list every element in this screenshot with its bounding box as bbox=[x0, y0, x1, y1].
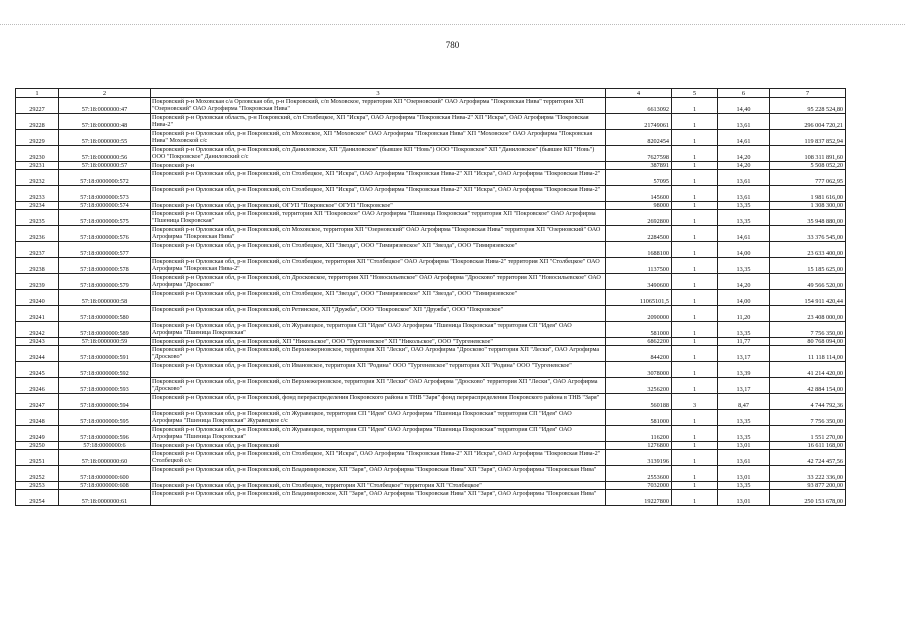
rate-value: 14,20 bbox=[718, 274, 770, 290]
header-row bbox=[16, 89, 846, 98]
cadastral-value: 4 744 792,36 bbox=[770, 394, 846, 410]
rate-value: 13,61 bbox=[718, 114, 770, 130]
table-row bbox=[16, 322, 846, 338]
location-description: Покровский р-н Орловская обл, р-н Покровский, с/п Журавецкое, территория СП "Идея" ОАО Агрофирма "Пшеница Покровская" территория СП "Идея" ОАО Агрофирма "Пшеница Покровская" bbox=[151, 426, 606, 442]
rate-value: 14,61 bbox=[718, 226, 770, 242]
cadastral-number: 57:18:0000000:57 bbox=[59, 162, 151, 170]
rate-value: 13,35 bbox=[718, 202, 770, 210]
rate-value: 11,20 bbox=[718, 306, 770, 322]
rate-value: 14,00 bbox=[718, 242, 770, 258]
cadastral-number: 57:18:0000000:58 bbox=[59, 290, 151, 306]
share-value: 1 bbox=[672, 346, 718, 362]
cadastral-number: 57:18:0000000:60 bbox=[59, 450, 151, 466]
area-value: 1688100 bbox=[606, 242, 672, 258]
area-value: 581000 bbox=[606, 410, 672, 426]
cadastral-value: 11 118 114,00 bbox=[770, 346, 846, 362]
cadastral-number: 57:18:0000000:578 bbox=[59, 258, 151, 274]
table-row bbox=[16, 130, 846, 146]
share-value: 1 bbox=[672, 450, 718, 466]
location-description: Покровский р-н Орловская обл, р-н Покровский, ОГУП "Покровское" ОГУП "Покровское" bbox=[151, 202, 606, 210]
location-description: Покровский р-н Орловская обл, р-н Покровский, с/п Столбецкое, территория ХП "Столбецкое" ОАО Агрофирма "Покровская Нива-2" территория ХП "Столбецкое" ОАО Агрофирма "Покровская Нива-2" bbox=[151, 258, 606, 274]
row-number: 29249 bbox=[16, 426, 59, 442]
location-description: Покровский р-н Орловская обл, р-н Покровский, с/п Столбецкое, ХП "Искра", ОАО Агрофирма "Покровская Нива-2" ХП "Искра", ОАО Агрофирма "Покровская Нива-2" bbox=[151, 186, 606, 202]
rate-value: 13,61 bbox=[718, 450, 770, 466]
col-header-7: 7 bbox=[770, 89, 846, 98]
cadastral-number: 57:18:0000000:592 bbox=[59, 362, 151, 378]
location-description: Покровский р-н Орловская обл, р-н Покровский, с/п Столбецкое, территория ХП "Столбецкое" территория ХП "Столбецкое" bbox=[151, 482, 606, 490]
area-value: 7032000 bbox=[606, 482, 672, 490]
rate-value: 13,61 bbox=[718, 186, 770, 202]
cadastral-value: 33 376 545,00 bbox=[770, 226, 846, 242]
row-number: 29240 bbox=[16, 290, 59, 306]
location-description: Покровский р-н Орловская обл, р-н Покровский, с/п Столбецкое, ХП "Искра", ОАО Агрофирма "Покровская Нива-2" ХП "Искра", ОАО Агрофирма "Покровская Нива-2" Столбецкой с/с bbox=[151, 450, 606, 466]
area-value: 116200 bbox=[606, 426, 672, 442]
table-row bbox=[16, 290, 846, 306]
cadastral-value: 35 948 880,00 bbox=[770, 210, 846, 226]
cadastral-number: 57:18:0000000:577 bbox=[59, 242, 151, 258]
area-value: 57095 bbox=[606, 170, 672, 186]
rate-value: 14,61 bbox=[718, 130, 770, 146]
area-value: 11065101,5 bbox=[606, 290, 672, 306]
location-description: Покровский р-н Орловская обл, р-н Покровский, с/п Столбецкое, ХП "Искра", ОАО Агрофирма "Покровская Нива-2" ХП "Искра", ОАО Агрофирма "Покровская Нива-2" bbox=[151, 170, 606, 186]
table-row bbox=[16, 258, 846, 274]
share-value: 1 bbox=[672, 322, 718, 338]
rate-value: 13,01 bbox=[718, 466, 770, 482]
location-description: Покровский р-н Орловская обл, р-н Покровский, с/п Ивановское, территория ХП "Родина" ООО "Тургеневское" территория ХП "Родина" ООО "Тургеневское" bbox=[151, 362, 606, 378]
row-number: 29235 bbox=[16, 210, 59, 226]
cadastral-value: 777 062,95 bbox=[770, 170, 846, 186]
table-row bbox=[16, 146, 846, 162]
area-value: 1276800 bbox=[606, 442, 672, 450]
table-row bbox=[16, 114, 846, 130]
col-header-2: 2 bbox=[59, 89, 151, 98]
cadastral-number: 57:18:0000000:56 bbox=[59, 146, 151, 162]
cadastral-value: 108 311 891,60 bbox=[770, 146, 846, 162]
cadastral-number: 57:18:0000000:608 bbox=[59, 482, 151, 490]
rate-value: 8,47 bbox=[718, 394, 770, 410]
rate-value: 14,20 bbox=[718, 146, 770, 162]
location-description: Покровский р-н Орловская обл, р-н Покровский, с/п Верхнежерновское, территория ХП "Лески" ОАО Агрофирма "Дросково" территория ХП "Лески", ОАО Агрофирма "Дросково" bbox=[151, 378, 606, 394]
share-value: 1 bbox=[672, 202, 718, 210]
cadastral-number: 57:18:0000000:55 bbox=[59, 130, 151, 146]
row-number: 29242 bbox=[16, 322, 59, 338]
share-value: 1 bbox=[672, 242, 718, 258]
table-row bbox=[16, 482, 846, 490]
share-value: 1 bbox=[672, 442, 718, 450]
share-value: 1 bbox=[672, 306, 718, 322]
location-description: Покровский р-н Орловская обл, р-н Покровский, с/п Моховское, территория ХП "Озерновский" ОАО Агрофирма "Покровская Нива" территория ХП "Озерновский" ОАО Агрофирма "Покровская Нива" bbox=[151, 226, 606, 242]
location-description: Покровский р-н bbox=[151, 162, 606, 170]
row-number: 29254 bbox=[16, 490, 59, 506]
cadastral-value: 49 566 520,00 bbox=[770, 274, 846, 290]
col-header-5: 5 bbox=[672, 89, 718, 98]
share-value: 1 bbox=[672, 274, 718, 290]
area-value: 98000 bbox=[606, 202, 672, 210]
rate-value: 13,35 bbox=[718, 258, 770, 274]
share-value: 1 bbox=[672, 362, 718, 378]
cadastral-number: 57:18:0000000:574 bbox=[59, 202, 151, 210]
scan-edge-noise bbox=[0, 24, 905, 26]
table-row bbox=[16, 490, 846, 506]
row-number: 29228 bbox=[16, 114, 59, 130]
row-number: 29245 bbox=[16, 362, 59, 378]
share-value: 1 bbox=[672, 378, 718, 394]
row-number: 29230 bbox=[16, 146, 59, 162]
row-number: 29238 bbox=[16, 258, 59, 274]
location-description: Покровский р-н Орловская обл, р-н Покровский, с/п Верхнежерновское, территория ХП "Лески", ОАО Агрофирма "Дросково" территория ХП "Лески", ОАО Агрофирма "Дросково" bbox=[151, 346, 606, 362]
location-description: Покровский р-н Моховская с/а Орловская обл, р-н Покровский, с/п Моховское, территория ХП "Озерновский" ОАО Агрофирма "Покровская Нива" территория ХП "Озерновский" ОАО Агрофирма "Покровская Нива" bbox=[151, 98, 606, 114]
col-header-6: 6 bbox=[718, 89, 770, 98]
share-value: 1 bbox=[672, 98, 718, 114]
table-row bbox=[16, 98, 846, 114]
table-row bbox=[16, 170, 846, 186]
row-number: 29236 bbox=[16, 226, 59, 242]
share-value: 1 bbox=[672, 130, 718, 146]
share-value: 1 bbox=[672, 490, 718, 506]
row-number: 29243 bbox=[16, 338, 59, 346]
rate-value: 13,35 bbox=[718, 410, 770, 426]
share-value: 1 bbox=[672, 290, 718, 306]
location-description: Покровский р-н Орловская обл, р-н Покровский, с/п Дросковское, территория ХП "Новосильевское" ОАО Агрофирма "Дросково" территория ХП "Новосильевское" ОАО Агрофирма "Дросково" bbox=[151, 274, 606, 290]
share-value: 1 bbox=[672, 466, 718, 482]
table-row bbox=[16, 186, 846, 202]
location-description: Покровский р-н Орловская обл, р-н Покровский, с/п Даниловское, ХП "Даниловское" (бывшее КП "Новь") ООО "Покровское" ХП "Даниловское" (бывшее КП "Новь") ООО "Покровское" Даниловский с/с bbox=[151, 146, 606, 162]
rate-value: 14,40 bbox=[718, 98, 770, 114]
rate-value: 13,01 bbox=[718, 490, 770, 506]
area-value: 145600 bbox=[606, 186, 672, 202]
row-number: 29253 bbox=[16, 482, 59, 490]
cadastral-number: 57:18:0000000:575 bbox=[59, 210, 151, 226]
cadastral-number: 57:18:0000000:579 bbox=[59, 274, 151, 290]
share-value: 1 bbox=[672, 426, 718, 442]
area-value: 387891 bbox=[606, 162, 672, 170]
table-row bbox=[16, 210, 846, 226]
area-value: 844200 bbox=[606, 346, 672, 362]
table-row bbox=[16, 202, 846, 210]
cadastral-value: 1 551 270,00 bbox=[770, 426, 846, 442]
area-value: 3139196 bbox=[606, 450, 672, 466]
cadastral-value: 16 611 168,00 bbox=[770, 442, 846, 450]
cadastral-number: 57:18:0000000:589 bbox=[59, 322, 151, 338]
rate-value: 13,01 bbox=[718, 442, 770, 450]
share-value: 1 bbox=[672, 162, 718, 170]
area-value: 3490600 bbox=[606, 274, 672, 290]
cadastral-value: 95 228 524,80 bbox=[770, 98, 846, 114]
location-description: Покровский р-н Орловская обл, р-н Покровский, ХП "Никольское", ООО "Тургеневское" ХП "Никольское", ООО "Тургеневское" bbox=[151, 338, 606, 346]
area-value: 19227800 bbox=[606, 490, 672, 506]
area-value: 2692800 bbox=[606, 210, 672, 226]
cadastral-value: 119 837 852,94 bbox=[770, 130, 846, 146]
table-row bbox=[16, 242, 846, 258]
location-description: Покровский р-н Орловская обл, р-н Покровский, фонд перераспределения Покровского района в ТНВ "Заря" фонд перераспределения Покровского района в ТНВ "Заря" bbox=[151, 394, 606, 410]
table-body bbox=[16, 98, 846, 506]
cadastral-value: 15 185 625,00 bbox=[770, 258, 846, 274]
location-description: Покровский р-н Орловская обл, р-н Покровский, с/п Столбецкое, ХП "Звезда", ООО "Тимирязевское" ХП "Звезда", ООО "Тимирязевское" bbox=[151, 242, 606, 258]
cadastral-number: 57:18:0000000:596 bbox=[59, 426, 151, 442]
table-row bbox=[16, 466, 846, 482]
area-value: 3256200 bbox=[606, 378, 672, 394]
share-value: 1 bbox=[672, 258, 718, 274]
cadastral-value: 7 756 350,00 bbox=[770, 410, 846, 426]
table-header bbox=[16, 89, 846, 98]
cadastral-value: 42 884 154,00 bbox=[770, 378, 846, 394]
cadastral-value: 23 408 000,00 bbox=[770, 306, 846, 322]
location-description: Покровский р-н Орловская обл, р-н Покровский, с/п Журавецкое, территория СП "Идея" ОАО Агрофирма "Пшеница Покровская" территория СП "Идея" ОАО Агрофирма "Пшеница Покровская" Журавецкое с/с bbox=[151, 410, 606, 426]
cadastral-number: 57:18:0000000:61 bbox=[59, 490, 151, 506]
cadastral-value: 296 004 720,21 bbox=[770, 114, 846, 130]
cadastral-number: 57:18:0000000:48 bbox=[59, 114, 151, 130]
rate-value: 14,00 bbox=[718, 290, 770, 306]
row-number: 29237 bbox=[16, 242, 59, 258]
row-number: 29233 bbox=[16, 186, 59, 202]
row-number: 29251 bbox=[16, 450, 59, 466]
row-number: 29227 bbox=[16, 98, 59, 114]
cadastral-number: 57:18:0000000:593 bbox=[59, 378, 151, 394]
cadastral-number: 57:18:0000000:591 bbox=[59, 346, 151, 362]
table-row bbox=[16, 450, 846, 466]
row-number: 29231 bbox=[16, 162, 59, 170]
table-row bbox=[16, 162, 846, 170]
area-value: 560188 bbox=[606, 394, 672, 410]
table-row bbox=[16, 306, 846, 322]
rate-value: 13,35 bbox=[718, 210, 770, 226]
cadastral-value: 80 768 094,00 bbox=[770, 338, 846, 346]
cadastral-value: 1 981 616,00 bbox=[770, 186, 846, 202]
area-value: 3078000 bbox=[606, 362, 672, 378]
cadastral-number: 57:18:0000000:594 bbox=[59, 394, 151, 410]
table-row bbox=[16, 226, 846, 242]
table-row bbox=[16, 378, 846, 394]
cadastral-number: 57:18:0000000:572 bbox=[59, 170, 151, 186]
share-value: 3 bbox=[672, 394, 718, 410]
area-value: 2553600 bbox=[606, 466, 672, 482]
location-description: Покровский р-н Орловская обл, р-н Покровский, с/п Владимировское, ХП "Заря", ОАО Агрофирма "Покровская Нива" ХП "Заря", ОАО Агрофирмы "Покровская Нива" bbox=[151, 490, 606, 506]
area-value: 2284500 bbox=[606, 226, 672, 242]
col-header-3: 3 bbox=[151, 89, 606, 98]
row-number: 29246 bbox=[16, 378, 59, 394]
share-value: 1 bbox=[672, 146, 718, 162]
row-number: 29234 bbox=[16, 202, 59, 210]
rate-value: 13,39 bbox=[718, 362, 770, 378]
table-row bbox=[16, 274, 846, 290]
table-row bbox=[16, 442, 846, 450]
share-value: 1 bbox=[672, 482, 718, 490]
location-description: Покровский р-н Орловская обл, р-н Покровский, с/п Владимировское, ХП "Заря", ОАО Агрофирма "Покровская Нива" ХП "Заря", ОАО Агрофирмы "Покровская Нива" bbox=[151, 466, 606, 482]
rate-value: 13,35 bbox=[718, 322, 770, 338]
cadastral-number: 57:18:0000000:600 bbox=[59, 466, 151, 482]
location-description: Покровский р-н Орловская обл, р-н Покровский, с/п Столбецкое, ХП "Звезда", ООО "Тимирязевское" ХП "Звезда", ООО "Тимирязевское" bbox=[151, 290, 606, 306]
row-number: 29252 bbox=[16, 466, 59, 482]
cadastral-number: 57:18:0000000:47 bbox=[59, 98, 151, 114]
area-value: 581000 bbox=[606, 322, 672, 338]
table-row bbox=[16, 410, 846, 426]
row-number: 29241 bbox=[16, 306, 59, 322]
cadastral-value: 5 508 052,20 bbox=[770, 162, 846, 170]
area-value: 6862200 bbox=[606, 338, 672, 346]
cadastral-value: 93 877 200,00 bbox=[770, 482, 846, 490]
rate-value: 14,20 bbox=[718, 162, 770, 170]
rate-value: 13,17 bbox=[718, 346, 770, 362]
page-number: 780 bbox=[445, 40, 460, 50]
cadastral-value: 7 756 350,00 bbox=[770, 322, 846, 338]
location-description: Покровский р-н Орловская обл, р-н Покровский bbox=[151, 442, 606, 450]
cadastral-value: 250 153 678,00 bbox=[770, 490, 846, 506]
land-registry-table bbox=[15, 88, 846, 506]
area-value: 7627598 bbox=[606, 146, 672, 162]
col-header-4: 4 bbox=[606, 89, 672, 98]
cadastral-number: 57:18:0000000:595 bbox=[59, 410, 151, 426]
row-number: 29232 bbox=[16, 170, 59, 186]
row-number: 29229 bbox=[16, 130, 59, 146]
cadastral-value: 154 911 420,44 bbox=[770, 290, 846, 306]
location-description: Покровский р-н Орловская обл, р-н Покровский, территория ХП "Покровское" ОАО Агрофирма "Пшеница Покровская" территория ХП "Покровское" ОАО Агрофирма "Пшеница Покровская" bbox=[151, 210, 606, 226]
area-value: 1137500 bbox=[606, 258, 672, 274]
location-description: Покровский р-н Орловская область, р-н Покровский, с/п Столбецкое, ХП "Искра", ОАО Агрофирма "Покровская Нива-2" ХП "Искра", ОАО Агрофирма "Покровская Нива-2" bbox=[151, 114, 606, 130]
location-description: Покровский р-н Орловская обл, р-н Покровский, с/п Ретинское, ХП "Дружба", ООО "Покровское" ХП "Дружба", ООО "Покровское" bbox=[151, 306, 606, 322]
table-row bbox=[16, 394, 846, 410]
rate-value: 13,35 bbox=[718, 482, 770, 490]
cadastral-value: 33 222 336,00 bbox=[770, 466, 846, 482]
share-value: 1 bbox=[672, 410, 718, 426]
row-number: 29250 bbox=[16, 442, 59, 450]
location-description: Покровский р-н Орловская обл, р-н Покровский, с/п Моховское, ХП "Моховское" ОАО Агрофирма "Покровская Нива" ХП "Моховское" ОАО Агрофирма "Покровская Нива" Моховской с/с bbox=[151, 130, 606, 146]
rate-value: 13,61 bbox=[718, 170, 770, 186]
rate-value: 13,35 bbox=[718, 426, 770, 442]
share-value: 1 bbox=[672, 186, 718, 202]
area-value: 2090000 bbox=[606, 306, 672, 322]
cadastral-number: 57:18:0000000:580 bbox=[59, 306, 151, 322]
share-value: 1 bbox=[672, 338, 718, 346]
cadastral-value: 1 308 300,00 bbox=[770, 202, 846, 210]
table-row bbox=[16, 338, 846, 346]
cadastral-number: 57:18:0000000:573 bbox=[59, 186, 151, 202]
col-header-1: 1 bbox=[16, 89, 59, 98]
cadastral-number: 57:18:0000000:59 bbox=[59, 338, 151, 346]
rate-value: 11,77 bbox=[718, 338, 770, 346]
row-number: 29248 bbox=[16, 410, 59, 426]
row-number: 29247 bbox=[16, 394, 59, 410]
area-value: 8202454 bbox=[606, 130, 672, 146]
share-value: 1 bbox=[672, 210, 718, 226]
area-value: 6613092 bbox=[606, 98, 672, 114]
cadastral-value: 42 724 457,56 bbox=[770, 450, 846, 466]
table-row bbox=[16, 346, 846, 362]
cadastral-number: 57:18:0000000:6 bbox=[59, 442, 151, 450]
cadastral-value: 23 633 400,00 bbox=[770, 242, 846, 258]
share-value: 1 bbox=[672, 114, 718, 130]
rate-value: 13,17 bbox=[718, 378, 770, 394]
row-number: 29244 bbox=[16, 346, 59, 362]
cadastral-number: 57:18:0000000:576 bbox=[59, 226, 151, 242]
area-value: 21749061 bbox=[606, 114, 672, 130]
location-description: Покровский р-н Орловская обл, р-н Покровский, с/п Журавецкое, территория СП "Идея" ОАО Агрофирма "Пшеница Покровская" территория СП "Идея" ОАО Агрофирма "Пшеница Покровская" bbox=[151, 322, 606, 338]
table-row bbox=[16, 426, 846, 442]
row-number: 29239 bbox=[16, 274, 59, 290]
table-row bbox=[16, 362, 846, 378]
share-value: 1 bbox=[672, 226, 718, 242]
cadastral-value: 41 214 420,00 bbox=[770, 362, 846, 378]
share-value: 1 bbox=[672, 170, 718, 186]
